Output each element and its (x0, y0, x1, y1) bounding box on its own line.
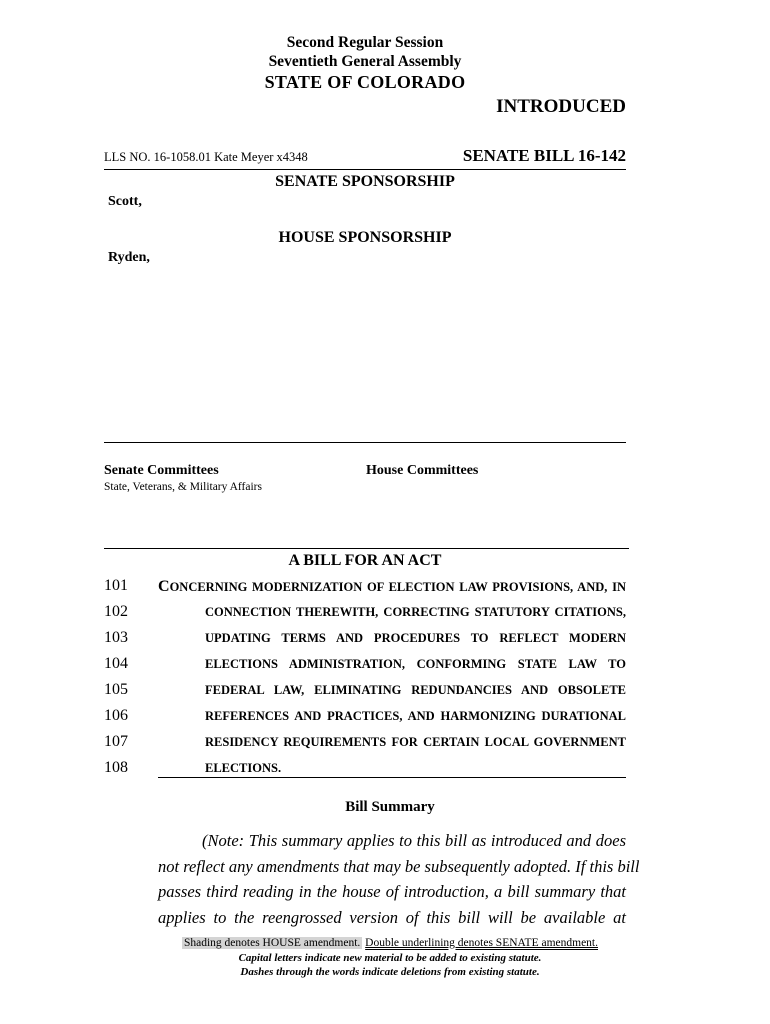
state-label: STATE OF COLORADO (264, 72, 466, 92)
bill-act-heading: A BILL FOR AN ACT (288, 552, 442, 569)
senate-amendment-note: Double underlining denotes SENATE amendment. (365, 937, 599, 949)
line-number: 103 (104, 629, 128, 646)
house-committees-heading: House Committees (366, 463, 479, 478)
house-sponsorship-heading: HOUSE SPONSORSHIP (278, 229, 452, 246)
bill-title-line: UPDATING TERMS AND PROCEDURES TO REFLECT MODERN (205, 631, 626, 645)
title-initial: C (158, 578, 170, 595)
header-rule (104, 169, 626, 170)
title-line-text: ONCERNING MODERNIZATION OF ELECTION LAW PROVISIONS, AND, IN (169, 580, 626, 594)
line-number: 101 (104, 577, 128, 594)
committees-rule (104, 548, 629, 549)
sponsorship-rule (104, 442, 626, 443)
house-sponsor: Ryden, (108, 250, 150, 265)
bill-summary-heading: Bill Summary (345, 799, 435, 815)
lls-number: LLS NO. 16-1058.01 Kate Meyer x4348 (104, 150, 308, 164)
bill-title-line: FEDERAL LAW, ELIMINATING REDUNDANCIES AND OBSOLETE (205, 683, 626, 697)
capital-letters-note: Capital letters indicate new material to be added to existing statute. (238, 952, 542, 964)
summary-note-line: (Note: This summary applies to this bill as introduced and does (202, 831, 626, 850)
summary-note (158, 828, 640, 930)
line-number: 106 (104, 707, 128, 724)
summary-note-line: not reflect any amendments that may be subsequently adopted. If this bill (158, 856, 640, 876)
assembly-label: Seventieth General Assembly (268, 53, 462, 70)
senate-sponsor: Scott, (108, 194, 142, 209)
senate-sponsorship-heading: SENATE SPONSORSHIP (275, 173, 455, 190)
line-number: 104 (104, 655, 128, 672)
bill-number: SENATE BILL 16-142 (462, 146, 626, 165)
senate-committees-heading: Senate Committees (104, 463, 219, 478)
bill-title-line: RESIDENCY REQUIREMENTS FOR CERTAIN LOCAL GOVERNMENT (205, 735, 626, 749)
amendment-legend (150, 937, 630, 949)
bill-title-line (158, 577, 626, 597)
line-number: 107 (104, 733, 128, 750)
session-label: Second Regular Session (286, 34, 444, 51)
bill-title (0, 574, 770, 784)
dashes-note: Dashes through the words indicate deletions from existing statute. (240, 966, 540, 978)
house-amendment-note: Shading denotes HOUSE amendment. (183, 937, 361, 949)
bill-title-line: ELECTIONS ADMINISTRATION, CONFORMING STATE LAW TO (205, 657, 626, 671)
bill-title-line: ELECTIONS. (205, 761, 282, 775)
title-rule (158, 777, 626, 778)
bill-title-line: CONNECTION THEREWITH, CORRECTING STATUTORY CITATIONS, (205, 605, 626, 619)
summary-note-line: passes third reading in the house of introduction, a bill summary that (158, 882, 626, 901)
line-number: 102 (104, 603, 128, 620)
summary-note-line: applies to the reengrossed version of this bill will be available at (158, 907, 626, 927)
line-number: 105 (104, 681, 128, 698)
bill-title-line: REFERENCES AND PRACTICES, AND HARMONIZING DURATIONAL (205, 709, 626, 723)
line-number: 108 (104, 759, 128, 776)
bill-status: INTRODUCED (496, 96, 626, 117)
senate-committee: State, Veterans, & Military Affairs (104, 481, 262, 493)
